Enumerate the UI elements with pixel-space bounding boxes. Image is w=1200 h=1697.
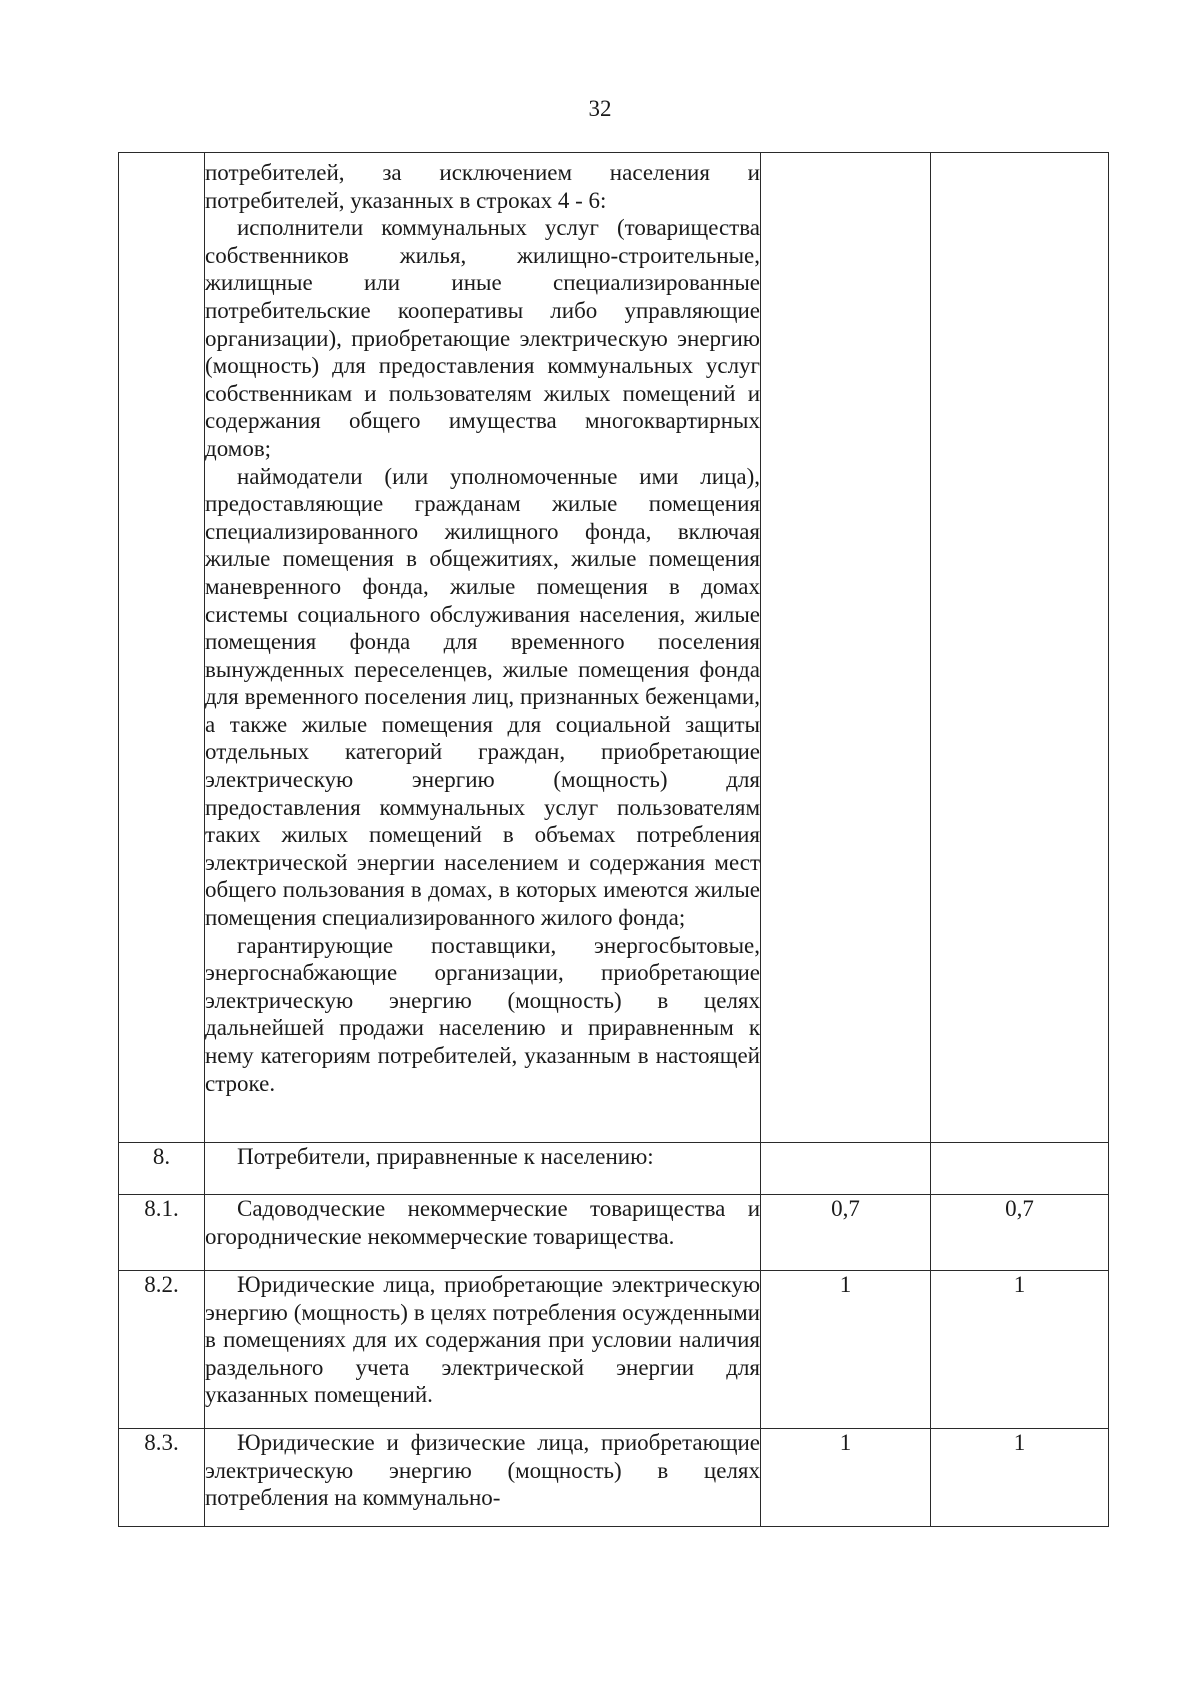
table-row — [119, 1271, 1109, 1429]
description-paragraph: Потребители, приравненные к населению: — [237, 1144, 654, 1169]
value-cell-1: 1 — [761, 1271, 931, 1429]
table-row — [119, 1195, 1109, 1271]
row-number-cell: 8. — [119, 1143, 205, 1195]
row-description-cell — [205, 1143, 761, 1195]
row-number-cell: 8.3. — [119, 1429, 205, 1527]
row-description-cell — [205, 1195, 761, 1271]
row-description-cell — [205, 1429, 761, 1527]
tariff-coefficient-table — [118, 152, 1109, 1527]
value-cell-1 — [761, 153, 931, 1143]
value-cell-1: 0,7 — [761, 1195, 931, 1271]
value-cell-1: 1 — [761, 1429, 931, 1527]
value-cell-1 — [761, 1143, 931, 1195]
value-cell-2 — [931, 1143, 1109, 1195]
table-row — [119, 1429, 1109, 1527]
value-cell-2: 1 — [931, 1271, 1109, 1429]
table-row — [119, 1143, 1109, 1195]
page-number: 32 — [588, 96, 612, 121]
value-cell-2: 1 — [931, 1429, 1109, 1527]
description-paragraph: потребителей, за исключением населения и потребителей, указанных в строках 4 - 6: — [205, 160, 760, 213]
description-paragraph: Юридические и физические лица, приобретающие электрическую энергию (мощность) в целях потребления на коммунально- — [205, 1430, 760, 1511]
description-paragraph: наймодатели (или уполномоченные ими лица), предоставляющие гражданам жилые помещения специализированного жилищного фонда, включая жилые помещения в общежитиях, жилые помещения маневренного фонда, жилые помещения в домах системы социального обслуживания населения, жилые помещения фонда для временного поселения вынужденных переселенцев, жилые помещения фонда для временного поселения лиц, признанных беженцами, а также жилые помещения для социальной защиты отдельных категорий граждан, приобретающие электрическую энергию (мощность) для предоставления коммунальных услуг пользователям таких жилых помещений в объемах потребления электрической энергии населением и содержания мест общего пользования в домах, в которых имеются жилые помещения специализированного жилого фонда; — [205, 463, 760, 931]
description-paragraph: исполнители коммунальных услуг (товарищества собственников жилья, жилищно-строительные, жилищные или иные специализированные потребительские кооперативы либо управляющие организации), приобретающие электрическую энергию (мощность) для предоставления коммунальных услуг собственникам и пользователям жилых помещений и содержания общего имущества многоквартирных домов; — [205, 215, 760, 461]
value-cell-2 — [931, 153, 1109, 1143]
description-paragraph: гарантирующие поставщики, энергосбытовые, энергоснабжающие организации, приобретающие электрическую энергию (мощность) в целях дальнейшей продажи населению и приравненным к нему категориям потребителей, указанным в настоящей строке. — [205, 932, 760, 1096]
row-number-cell — [119, 153, 205, 1143]
table-row — [119, 153, 1109, 1143]
row-description-cell — [205, 1271, 761, 1429]
row-description-cell — [205, 153, 761, 1143]
description-paragraph: Садоводческие некоммерческие товарищества и огороднические некоммерческие товарищества. — [205, 1196, 760, 1249]
row-number-cell: 8.2. — [119, 1271, 205, 1429]
row-number-cell: 8.1. — [119, 1195, 205, 1271]
value-cell-2: 0,7 — [931, 1195, 1109, 1271]
description-paragraph: Юридические лица, приобретающие электрическую энергию (мощность) в целях потребления осужденными в помещениях для их содержания при условии наличия раздельного учета электрической энергии для указанных помещений. — [205, 1272, 760, 1408]
